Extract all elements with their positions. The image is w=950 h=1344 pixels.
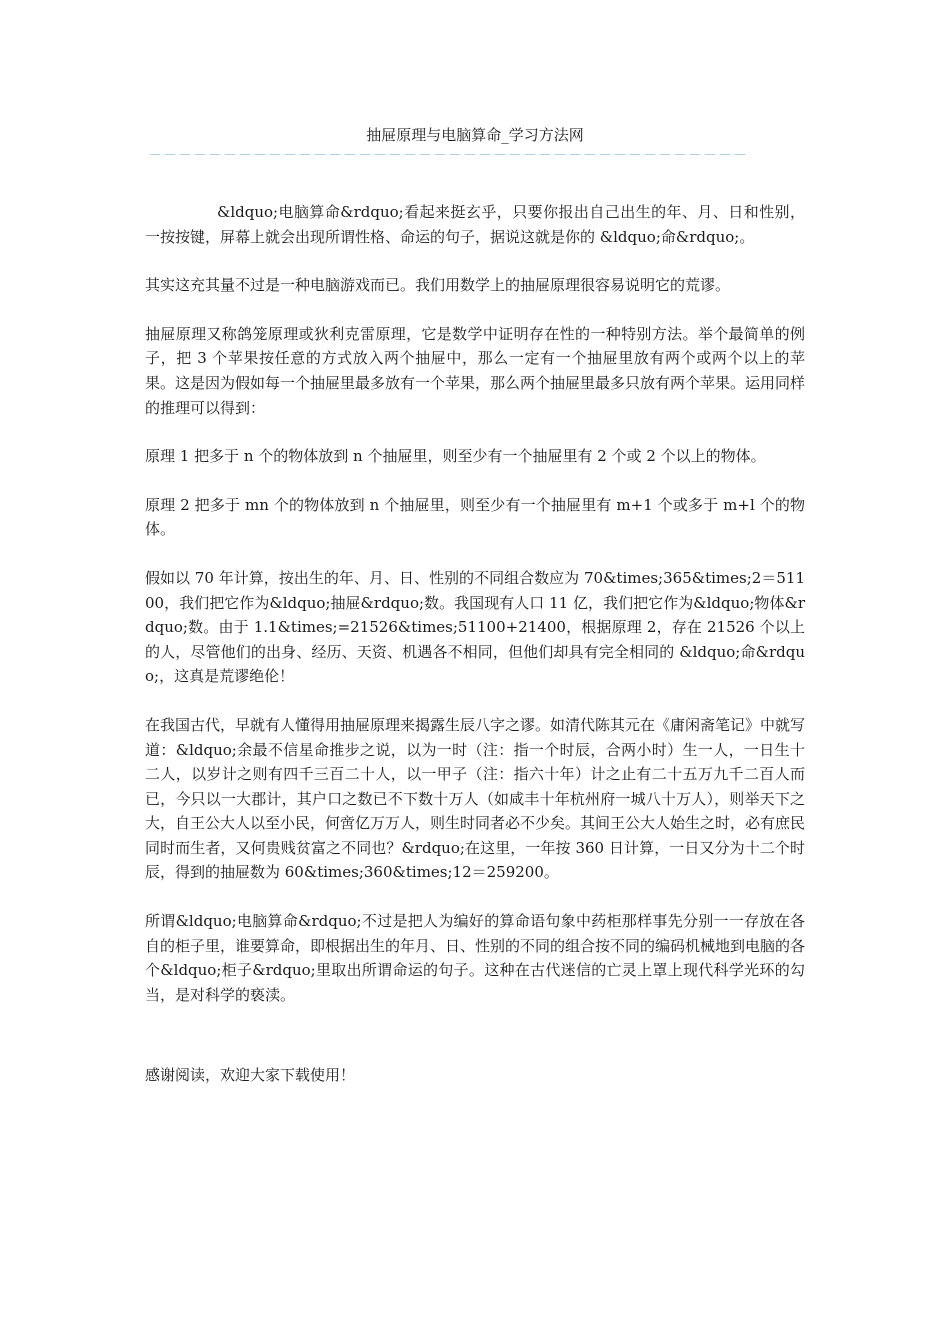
paragraph-5: 原理 2 把多于 mn 个的物体放到 n 个抽屉里，则至少有一个抽屉里有 m+1 个或多于 m+l 个的物体。: [145, 495, 805, 539]
paragraph-6: 假如以 70 年计算，按出生的年、月、日、性别的不同组合数应为 70&times;365&times;2＝51100，我们把它作为&ldquo;抽屉&rdquo;数。我国现有人口 11 亿，我们把它作为&ldquo;物体&rdquo;数。由于 1.1&times;=21526&times;51100+21400，根据原理 2，存在 21526 个以上的人，尽管他们的出身、经历、天资、机遇各不相同，但他们却具有完全相同的 &ldquo;命&rdquo;，这真是荒谬绝伦！: [145, 568, 805, 686]
page-title: 抽屉原理与电脑算命_学习方法网: [366, 126, 584, 144]
paragraph-4: 原理 1 把多于 n 个的物体放到 n 个抽屉里，则至少有一个抽屉里有 2 个或 2 个以上的物体。: [145, 447, 766, 466]
title-divider: －－－－－－－－－－－－－－－－－－－－－－－－－－－－－－－－－－－－－－－－: [148, 148, 748, 164]
closing-note: 感谢阅读，欢迎大家下载使用！: [145, 1066, 356, 1085]
paragraph-3: 抽屉原理又称鸽笼原理或狄利克雷原理，它是数学中证明存在性的一种特别方法。举个最简单的例子，把 3 个苹果按任意的方式放入两个抽屉中，那么一定有一个抽屉里放有两个或两个以上的苹果。这是因为假如每一个抽屉里最多放有一个苹果，那么两个抽屉里最多只放有两个苹果。运用同样的推理可以得到：: [145, 324, 806, 417]
paragraph-2: 其实这充其量不过是一种电脑游戏而已。我们用数学上的抽屉原理很容易说明它的荒谬。: [145, 276, 731, 295]
paragraph-1: &ldquo;电脑算命&rdquo;看起来挺玄乎，只要你报出自己出生的年、月、日和性别，一按按键，屏幕上就会出现所谓性格、命运的句子，据说这就是你的 &ldquo;命&rdquo;。: [145, 203, 805, 246]
paragraph-7: 在我国古代，早就有人懂得用抽屉原理来揭露生辰八字之谬。如清代陈其元在《庸闲斋笔记》中就写道：&ldquo;余最不信星命推步之说，以为一时（注：指一个时辰，合两小时）生一人，一日生十二人，以岁计之则有四千三百二十人，以一甲子（注：指六十年）计之止有二十五万九千二百人而已，今只以一大郡计，其户口之数已不下数十万人（如咸丰十年杭州府一城八十万人），则举天下之大，自王公大人以至小民，何啻亿万万人，则生时同者必不少矣。其间王公大人始生之时，必有庶民同时而生者，又何贵贱贫富之不同也？&rdquo;在这里，一年按 360 日计算，一日又分为十二个时辰，得到的抽屉数为 60&times;360&times;12＝259200。: [145, 715, 806, 882]
paragraph-8: 所谓&ldquo;电脑算命&rdquo;不过是把人为编好的算命语句象中药柜那样事先分别一一存放在各自的柜子里，谁要算命，即根据出生的年月、日、性别的不同的组合按不同的编码机械地到电脑的各个&ldquo;柜子&rdquo;里取出所谓命运的句子。这种在古代迷信的亡灵上罩上现代科学光环的勾当，是对科学的亵渎。: [145, 912, 806, 1004]
document-body: [145, 200, 805, 1112]
